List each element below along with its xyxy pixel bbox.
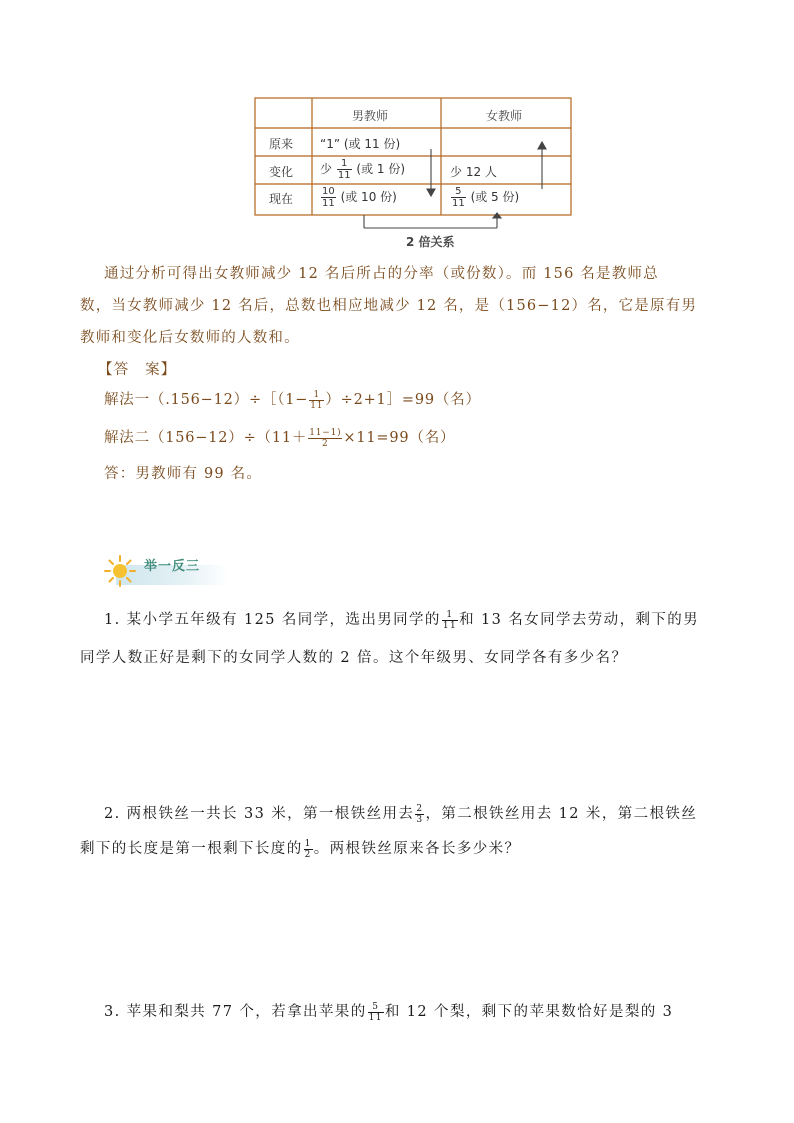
fraction-denominator: 11: [337, 170, 351, 181]
solution-one-prefix: 解法一（.156−12）÷［（1−: [104, 392, 309, 408]
sun-icon: [102, 553, 138, 589]
fraction-denominator: 11: [322, 198, 335, 209]
now-female: [450, 186, 519, 209]
fraction-numerator: 11−1): [309, 427, 342, 438]
fraction-numerator: 1: [337, 158, 352, 170]
now-male: [320, 186, 397, 209]
solution-two-fraction: [308, 428, 342, 449]
solution-one-fraction: [309, 390, 324, 411]
col-male-header: 男教师: [352, 109, 389, 123]
question-1-text-b: 和 13 名女同学去劳动，剩下的男: [459, 612, 700, 628]
answer-conclusion: 答：男教师有 99 名。: [104, 466, 263, 482]
fraction-numerator: 1: [442, 610, 458, 621]
answer-heading: 【答 案】: [98, 362, 177, 378]
solution-one: [104, 388, 481, 411]
fraction-numerator: 2: [416, 803, 424, 814]
row-now-label: 现在: [269, 192, 294, 206]
fraction-denominator: 11: [452, 198, 465, 209]
now-female-fraction: [451, 186, 466, 209]
question-2-text-a: 2. 两根铁丝一共长 33 米，第一根铁丝用去: [104, 806, 415, 822]
fraction-denominator: 2: [322, 438, 329, 449]
fraction-denominator: 2: [304, 849, 312, 860]
fraction-numerator: 1: [304, 838, 312, 849]
question-2-fraction-2: [304, 839, 313, 860]
change-male: [320, 158, 405, 181]
fraction-numerator: 10: [322, 186, 335, 197]
section-title: 举一反三: [144, 559, 201, 574]
fraction-denominator: 3: [416, 814, 424, 825]
solution-one-suffix: ）÷2+1］=99（名）: [325, 392, 481, 408]
question-1-line-2: 同学人数正好是剩下的女同学人数的 2 倍。这个年级男、女同学各有多少名？: [80, 650, 628, 666]
now-male-fraction: [321, 186, 336, 209]
analysis-line-2: 数，当女教师减少 12 名后，总数也相应地减少 12 名，是（156−12）名，它是原有男: [80, 298, 698, 314]
solution-two-prefix: 解法二（156−12）÷（11＋: [104, 430, 308, 446]
question-3-text-a: 3. 苹果和梨共 77 个，若拿出苹果的: [104, 1004, 367, 1020]
question-2-line-2: [80, 837, 520, 860]
question-2-text-d: 。两根铁丝原来各长多少米？: [313, 841, 521, 857]
relation-diagram: [254, 97, 574, 257]
row-original-label: 原来: [269, 137, 294, 151]
now-male-suffix: (或 10 份): [340, 190, 397, 204]
relation-label: 2 倍关系: [406, 235, 455, 249]
change-male-fraction: [337, 158, 352, 181]
fraction-denominator: 11: [310, 400, 324, 411]
question-3-fraction: [368, 1002, 384, 1023]
change-male-prefix: 少: [320, 162, 333, 176]
solution-two: [104, 426, 455, 449]
now-female-suffix: (或 5 份): [470, 190, 520, 204]
col-female-header: 女教师: [486, 109, 523, 123]
question-1-fraction: [442, 610, 458, 631]
section-banner: [102, 551, 227, 591]
question-2-fraction: [415, 804, 424, 825]
row-change-label: 变化: [269, 165, 294, 179]
question-3-line-1: [104, 1000, 673, 1023]
original-male: “1” (或 11 份): [320, 137, 401, 151]
question-2-line-1: [104, 802, 697, 825]
analysis-line-3: 教师和变化后女数师的人数和。: [80, 330, 300, 346]
question-3-text-b: 和 12 个梨，剩下的苹果数恰好是梨的 3: [384, 1004, 674, 1020]
question-1-line-1: [104, 608, 699, 631]
fraction-numerator: 5: [451, 186, 466, 198]
analysis-line-1: 通过分析可得出女教师减少 12 名后所占的分率（或份数）。而 156 名是教师总: [104, 266, 659, 282]
change-male-suffix: (或 1 份): [356, 162, 406, 176]
question-1-text-a: 1. 某小学五年级有 125 名同学，选出男同学的: [104, 612, 441, 628]
solution-two-suffix: ×11=99（名）: [343, 430, 456, 446]
fraction-denominator: 11: [368, 1012, 383, 1023]
question-2-text-b: ，第二根铁丝用去 12 米，第二根铁丝: [425, 806, 698, 822]
question-2-text-c: 剩下的长度是第一根剩下长度的: [80, 841, 303, 857]
change-female: 少 12 人: [450, 165, 497, 179]
fraction-denominator: 11: [442, 620, 458, 631]
fraction-numerator: 1: [309, 390, 324, 401]
fraction-numerator: 5: [368, 1002, 384, 1013]
